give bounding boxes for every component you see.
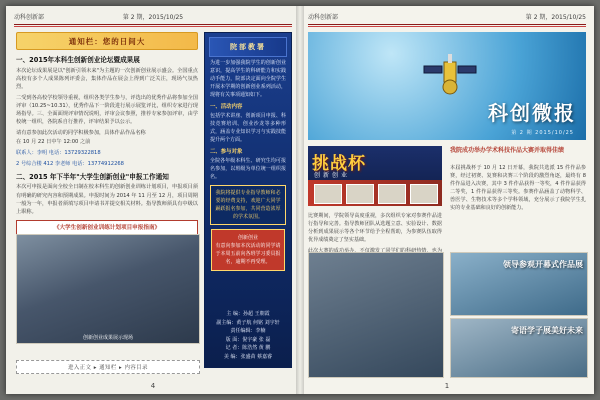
strip-photo	[378, 184, 406, 204]
apply-contact2: 2 号综合楼 412 李老师 电话：13774912268	[16, 161, 124, 168]
left-photo-caption: 创新创业成果展示现场	[82, 335, 133, 341]
notice-banner	[16, 32, 198, 50]
right-photo-large	[308, 252, 444, 378]
staff-row: 副主编：黄子航 何铭 刘宇轩	[216, 319, 280, 326]
blue-p3: 全院各年级本科生、研究生均可报名参加，以班级为单位统一组织报名。	[210, 158, 286, 180]
middle-blue-column	[204, 32, 292, 368]
staff-list	[205, 310, 291, 361]
left-page	[6, 6, 300, 394]
blue-p2: 包括学术讲座、创新项目申报、科技竞赛培训、创业沙龙等多种形式，涵盖专业知识学习与实践技能提升两个方面。	[210, 113, 286, 143]
footer-nav-label: 进入正文 ▸ 通知栏 ▸ 内容目录	[67, 365, 149, 371]
apply-contact1: 联系人：李明 电话：13729322818	[16, 149, 101, 156]
strip-photo	[314, 184, 342, 204]
right-body1: 本届挑战杯于 10 月 12 日开幕，我院共选派 15 件作品参赛，经过初赛、复赛和决赛三个阶段的激烈角逐，最终有 8 件作品进入决赛，其中 3 件作品获得一等奖，4 件作品获得二等奖，1 件作品获得三等奖。参赛作品涵盖了动物科学、兽医学、生物技术等多个学科领域，充分展示了我院学生扎实的专业基础和良好的创新能力。	[450, 165, 586, 212]
blue-sub1: 一、活动内容	[210, 104, 243, 110]
apply-line2: 在 10 月 22 日中午 12:00 之前	[16, 138, 91, 145]
article1-note: 二受到各高校学校领导重视，组织各类学生参与，评选出的优秀作品将参加全国评审（10.25~10.31），优秀作品下一阶段进行展示展览评比，组织专家进行现场指导。三、全面面规评审情况说明，评审会议参照，推荐专家参加评审，由学校统一组织，各院系自行推荐，评审结果予以公示。	[16, 95, 198, 126]
footer-nav[interactable]	[16, 360, 200, 374]
blue-red-card	[211, 229, 285, 271]
right-headline: 我院成功举办学术科技作品大赛并取得佳绩	[450, 147, 565, 154]
left-page-number: 4	[150, 382, 156, 390]
left-header-issue: 第 2 期，2015/10/25	[122, 14, 184, 21]
article2-body: 本次可申报是面向全校全日制在校本科生的创新创业训练计划项目，申报项目须有明确的研究内容和预期成果。申报时间为 2014 年 11 月至 12 月，项目周期一般为一年，申报者须填写项目申请书并提交相关材料。指导教师须具有中级以上职称。	[16, 184, 198, 215]
staff-row: 责任编辑：李楠	[230, 328, 266, 334]
blue-red-card-text: 有意向参加本次活动的同学请于本周五前向各班学习委员报名，逾期不再受理。	[215, 243, 281, 265]
blue-red-card-title: 创新创业	[237, 235, 258, 241]
masthead-title: 科创微报	[488, 101, 576, 125]
right-header-rule2	[308, 26, 586, 27]
page-gutter	[296, 6, 304, 394]
newspaper-spread	[6, 6, 594, 394]
staff-row: 美 编：张盛苗 蔡嘉睿	[223, 353, 273, 360]
blue-p1: 为进一步加强我院学生的创新创业意识，提高学生的科研能力和实践动手能力，院部决定面向全院学生开展本学期的创新创业系列活动，现将有关事项通知如下。	[210, 60, 286, 98]
article2-title: 二、2015 年下半年"大学生创新创业"申报工作通知	[16, 172, 169, 181]
challenge-photo-strip	[308, 180, 442, 206]
masthead-photo	[308, 32, 586, 140]
satellite-icon	[414, 54, 484, 100]
challenge-cup-banner	[308, 146, 442, 206]
right-column	[450, 164, 586, 215]
left-header	[14, 12, 292, 24]
article2-highlight-text: 《大学生创新创业训练计划项目申报指南》	[53, 224, 161, 231]
right-photo-top	[450, 252, 588, 316]
left-header-rule2	[14, 26, 292, 27]
masthead-subtitle: 第 2 期 2015/10/25	[511, 130, 574, 136]
challenge-cup-subtitle: 创新创业	[314, 172, 351, 179]
challenge-cup-title: 挑战杯	[312, 154, 366, 174]
article1-body: 本次论坛成果展是以"创新引领未来"为主题的一次创新创业展示盛会。全国重点高校有多个人成果陈列评委会，集体作品在展会上得到广泛关注，现场气氛热烈。	[16, 67, 198, 91]
right-photo-bottom-overlay: 寄语学子展美好未来	[511, 326, 583, 335]
right-header-issue: 第 2 期，2015/10/25	[525, 14, 586, 21]
right-page-number: 1	[444, 382, 450, 390]
right-body2: 比赛期间，学院领导高度重视，多次组织专家对参赛作品进行指导和完善。指导教师团队从选题立意、实验设计、数据分析到成果展示等各个环节给予全程帮助，为参赛队伍取得优异成绩奠定了坚实基础。	[308, 213, 442, 244]
right-photo-bottom	[450, 318, 588, 378]
notice-banner-label: 通知栏：您的日间大	[68, 36, 146, 46]
article1-title: 一、2015年本科生创新创业论坛暨成果展	[16, 56, 140, 64]
right-header	[308, 12, 586, 24]
blue-yellow-box-text: 我院将提供专业指导教师和必要的经费支持，欢迎广大同学踊跃报名参加，共同营造浓厚的学术氛围。	[215, 190, 281, 220]
left-header-name: 动科创新部	[14, 14, 45, 21]
blue-sub2: 二、参与对象	[210, 149, 243, 155]
strip-photo	[410, 184, 438, 204]
blue-column-header	[209, 37, 287, 57]
blue-yellow-box	[210, 185, 286, 225]
left-photo	[16, 234, 200, 344]
staff-row: 主 编：孙超 王朝霞	[226, 311, 270, 317]
left-header-rule	[14, 24, 292, 25]
blue-column-header-label: 院部教署	[230, 43, 266, 51]
staff-row: 记 者：陈浩然 黄 鹏	[225, 345, 271, 351]
right-photo-top-overlay: 领导参观开幕式作品展	[503, 260, 583, 269]
apply-line1: 请有意参加此次活动的同学积极参加，具体作品作品名称	[16, 130, 146, 137]
right-page	[300, 6, 594, 394]
right-header-rule	[308, 24, 586, 25]
right-header-name: 动科创新部	[308, 14, 339, 21]
staff-row: 版 面：倪宇豪 张 磊	[225, 336, 271, 343]
strip-photo	[346, 184, 374, 204]
